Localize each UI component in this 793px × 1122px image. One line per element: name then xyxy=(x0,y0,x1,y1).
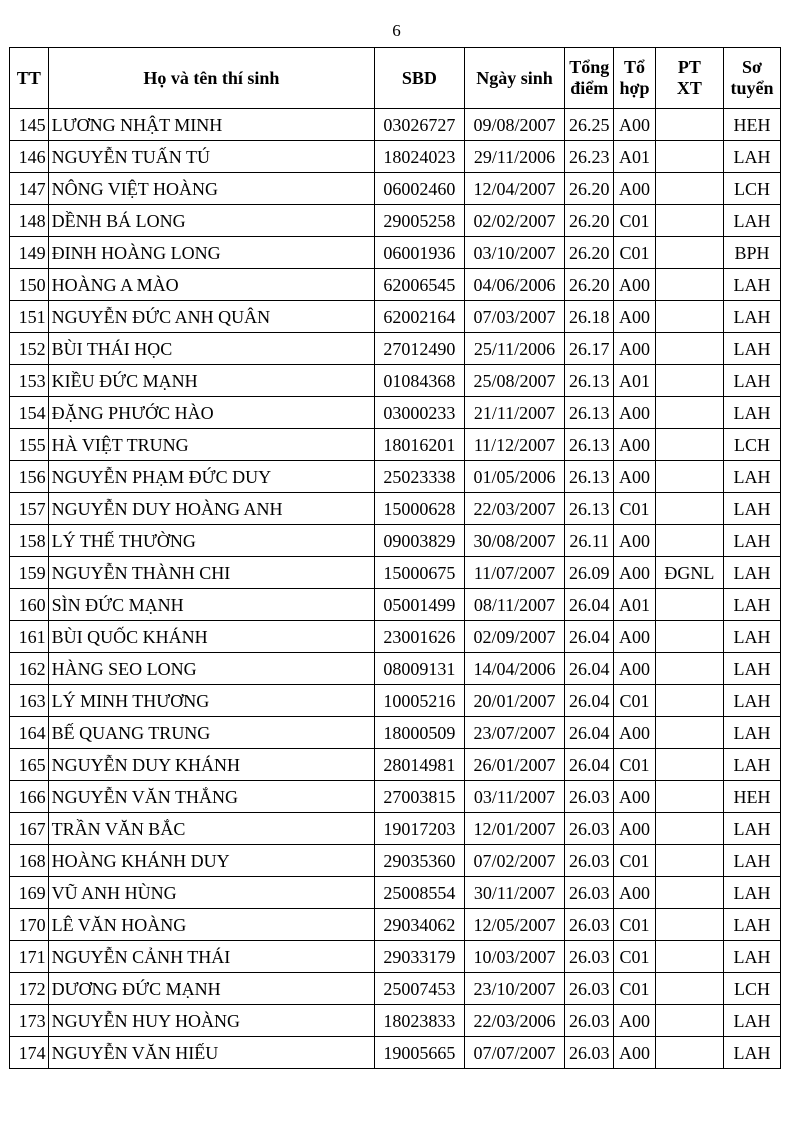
row-number: 159 xyxy=(10,557,49,589)
candidate-combo: A00 xyxy=(614,813,656,845)
candidate-preliminary: LAH xyxy=(723,685,780,717)
candidate-combo: A00 xyxy=(614,1037,656,1069)
candidate-combo: C01 xyxy=(614,237,656,269)
table-row xyxy=(10,109,781,141)
candidate-name: NGUYỄN ĐỨC ANH QUÂN xyxy=(48,301,375,333)
header-score-line1: Tổng xyxy=(569,57,610,77)
table-row xyxy=(10,429,781,461)
candidate-sbd: 18016201 xyxy=(375,429,465,461)
row-number: 153 xyxy=(10,365,49,397)
candidate-preliminary: HEH xyxy=(723,781,780,813)
candidate-pt-xt xyxy=(655,717,723,749)
candidate-pt-xt xyxy=(655,301,723,333)
table-row xyxy=(10,1005,781,1037)
table-row xyxy=(10,237,781,269)
candidate-pt-xt xyxy=(655,365,723,397)
candidate-score: 26.03 xyxy=(565,813,614,845)
table-row xyxy=(10,621,781,653)
candidate-sbd: 03000233 xyxy=(375,397,465,429)
candidate-score: 26.04 xyxy=(565,749,614,781)
candidate-combo: A00 xyxy=(614,1005,656,1037)
candidate-preliminary: LAH xyxy=(723,941,780,973)
header-sel xyxy=(723,48,780,109)
candidate-pt-xt xyxy=(655,461,723,493)
candidate-pt-xt xyxy=(655,173,723,205)
candidate-name: KIỀU ĐỨC MẠNH xyxy=(48,365,375,397)
candidate-name: NGUYỄN DUY HOÀNG ANH xyxy=(48,493,375,525)
candidate-pt-xt xyxy=(655,237,723,269)
candidate-dob: 11/07/2007 xyxy=(464,557,565,589)
candidate-preliminary: LAH xyxy=(723,717,780,749)
candidate-pt-xt xyxy=(655,493,723,525)
table-row xyxy=(10,333,781,365)
row-number: 169 xyxy=(10,877,49,909)
candidate-sbd: 08009131 xyxy=(375,653,465,685)
row-number: 166 xyxy=(10,781,49,813)
candidate-preliminary: LAH xyxy=(723,461,780,493)
candidate-dob: 23/10/2007 xyxy=(464,973,565,1005)
table-row xyxy=(10,813,781,845)
candidate-score: 26.18 xyxy=(565,301,614,333)
candidate-preliminary: LAH xyxy=(723,1005,780,1037)
candidate-score: 26.04 xyxy=(565,621,614,653)
candidate-score: 26.20 xyxy=(565,173,614,205)
header-name: Họ và tên thí sinh xyxy=(48,48,375,109)
table-row xyxy=(10,397,781,429)
candidate-name: BẾ QUANG TRUNG xyxy=(48,717,375,749)
candidate-sbd: 19017203 xyxy=(375,813,465,845)
candidate-dob: 07/03/2007 xyxy=(464,301,565,333)
row-number: 167 xyxy=(10,813,49,845)
table-row xyxy=(10,685,781,717)
candidate-dob: 14/04/2006 xyxy=(464,653,565,685)
candidate-preliminary: LAH xyxy=(723,845,780,877)
header-sbd: SBD xyxy=(375,48,465,109)
row-number: 146 xyxy=(10,141,49,173)
candidate-pt-xt xyxy=(655,109,723,141)
candidate-combo: A00 xyxy=(614,173,656,205)
header-tt: TT xyxy=(10,48,49,109)
row-number: 163 xyxy=(10,685,49,717)
row-number: 152 xyxy=(10,333,49,365)
candidate-pt-xt xyxy=(655,525,723,557)
candidate-dob: 25/11/2006 xyxy=(464,333,565,365)
candidate-dob: 30/11/2007 xyxy=(464,877,565,909)
candidate-name: LƯƠNG NHẬT MINH xyxy=(48,109,375,141)
row-number: 155 xyxy=(10,429,49,461)
candidate-combo: C01 xyxy=(614,685,656,717)
candidate-score: 26.03 xyxy=(565,781,614,813)
header-combo-line1: Tổ xyxy=(623,57,645,77)
candidate-pt-xt xyxy=(655,845,723,877)
candidate-sbd: 05001499 xyxy=(375,589,465,621)
table-row xyxy=(10,365,781,397)
candidate-dob: 20/01/2007 xyxy=(464,685,565,717)
candidate-pt-xt xyxy=(655,781,723,813)
table-row xyxy=(10,589,781,621)
candidate-dob: 23/07/2007 xyxy=(464,717,565,749)
candidate-name: NGUYỄN TUẤN TÚ xyxy=(48,141,375,173)
table-row xyxy=(10,909,781,941)
candidate-dob: 01/05/2006 xyxy=(464,461,565,493)
candidate-name: ĐẶNG PHƯỚC HÀO xyxy=(48,397,375,429)
candidate-preliminary: LAH xyxy=(723,525,780,557)
header-pt-line1: PT xyxy=(677,57,701,77)
candidate-sbd: 18023833 xyxy=(375,1005,465,1037)
candidate-combo: A00 xyxy=(614,653,656,685)
candidate-preliminary: LAH xyxy=(723,589,780,621)
candidate-combo: A00 xyxy=(614,429,656,461)
candidate-score: 26.04 xyxy=(565,589,614,621)
candidate-score: 26.04 xyxy=(565,685,614,717)
candidate-score: 26.13 xyxy=(565,365,614,397)
candidate-name: BÙI THÁI HỌC xyxy=(48,333,375,365)
candidate-preliminary: LAH xyxy=(723,205,780,237)
candidate-pt-xt xyxy=(655,269,723,301)
row-number: 173 xyxy=(10,1005,49,1037)
candidate-sbd: 06002460 xyxy=(375,173,465,205)
table-row xyxy=(10,973,781,1005)
candidate-name: BÙI QUỐC KHÁNH xyxy=(48,621,375,653)
candidate-dob: 02/09/2007 xyxy=(464,621,565,653)
table-row xyxy=(10,301,781,333)
candidate-name: NGUYỄN THÀNH CHI xyxy=(48,557,375,589)
candidate-dob: 12/05/2007 xyxy=(464,909,565,941)
candidate-sbd: 03026727 xyxy=(375,109,465,141)
candidate-combo: C01 xyxy=(614,845,656,877)
candidate-preliminary: LAH xyxy=(723,877,780,909)
candidate-pt-xt xyxy=(655,685,723,717)
candidate-combo: A00 xyxy=(614,525,656,557)
candidate-preliminary: LAH xyxy=(723,653,780,685)
candidate-preliminary: LAH xyxy=(723,1037,780,1069)
candidate-combo: C01 xyxy=(614,493,656,525)
candidate-combo: A00 xyxy=(614,717,656,749)
candidate-pt-xt xyxy=(655,397,723,429)
candidate-combo: A00 xyxy=(614,877,656,909)
row-number: 160 xyxy=(10,589,49,621)
candidate-preliminary: LAH xyxy=(723,269,780,301)
candidate-name: VŨ ANH HÙNG xyxy=(48,877,375,909)
candidate-name: NGUYỄN DUY KHÁNH xyxy=(48,749,375,781)
candidate-sbd: 27012490 xyxy=(375,333,465,365)
candidate-score: 26.11 xyxy=(565,525,614,557)
candidate-name: TRẦN VĂN BẮC xyxy=(48,813,375,845)
candidate-dob: 11/12/2007 xyxy=(464,429,565,461)
row-number: 148 xyxy=(10,205,49,237)
candidate-score: 26.03 xyxy=(565,877,614,909)
candidate-score: 26.17 xyxy=(565,333,614,365)
candidate-sbd: 25007453 xyxy=(375,973,465,1005)
candidate-dob: 08/11/2007 xyxy=(464,589,565,621)
row-number: 172 xyxy=(10,973,49,1005)
candidate-score: 26.20 xyxy=(565,237,614,269)
table-row xyxy=(10,653,781,685)
candidate-score: 26.13 xyxy=(565,397,614,429)
candidate-combo: C01 xyxy=(614,205,656,237)
candidate-sbd: 18000509 xyxy=(375,717,465,749)
candidate-sbd: 01084368 xyxy=(375,365,465,397)
candidate-score: 26.13 xyxy=(565,429,614,461)
candidate-preliminary: LAH xyxy=(723,333,780,365)
candidate-pt-xt xyxy=(655,429,723,461)
table-row xyxy=(10,173,781,205)
candidate-name: HÀNG SEO LONG xyxy=(48,653,375,685)
candidate-pt-xt xyxy=(655,141,723,173)
candidate-score: 26.03 xyxy=(565,1005,614,1037)
candidate-preliminary: BPH xyxy=(723,237,780,269)
candidate-sbd: 28014981 xyxy=(375,749,465,781)
row-number: 170 xyxy=(10,909,49,941)
candidate-dob: 29/11/2006 xyxy=(464,141,565,173)
candidate-combo: C01 xyxy=(614,909,656,941)
row-number: 165 xyxy=(10,749,49,781)
candidate-pt-xt xyxy=(655,653,723,685)
row-number: 150 xyxy=(10,269,49,301)
candidate-preliminary: LCH xyxy=(723,173,780,205)
candidate-preliminary: HEH xyxy=(723,109,780,141)
candidate-combo: A00 xyxy=(614,621,656,653)
candidate-name: NGUYỄN VĂN HIẾU xyxy=(48,1037,375,1069)
candidate-combo: A01 xyxy=(614,365,656,397)
candidate-pt-xt xyxy=(655,749,723,781)
candidate-sbd: 15000675 xyxy=(375,557,465,589)
candidate-score: 26.20 xyxy=(565,269,614,301)
row-number: 162 xyxy=(10,653,49,685)
row-number: 145 xyxy=(10,109,49,141)
candidate-preliminary: LCH xyxy=(723,429,780,461)
candidate-name: LÝ THẾ THƯỜNG xyxy=(48,525,375,557)
candidate-sbd: 06001936 xyxy=(375,237,465,269)
row-number: 168 xyxy=(10,845,49,877)
header-score-line2: điểm xyxy=(570,78,609,98)
candidate-dob: 07/07/2007 xyxy=(464,1037,565,1069)
header-sel-line2: tuyển xyxy=(730,78,774,98)
candidate-name: LÝ MINH THƯƠNG xyxy=(48,685,375,717)
candidate-combo: A01 xyxy=(614,589,656,621)
table-row xyxy=(10,845,781,877)
candidate-sbd: 29034062 xyxy=(375,909,465,941)
candidate-dob: 03/10/2007 xyxy=(464,237,565,269)
table-row xyxy=(10,781,781,813)
table-row xyxy=(10,941,781,973)
row-number: 157 xyxy=(10,493,49,525)
candidate-score: 26.13 xyxy=(565,493,614,525)
table-row xyxy=(10,141,781,173)
candidate-sbd: 29033179 xyxy=(375,941,465,973)
candidate-dob: 10/03/2007 xyxy=(464,941,565,973)
candidate-pt-xt xyxy=(655,333,723,365)
candidate-name: ĐINH HOÀNG LONG xyxy=(48,237,375,269)
candidate-preliminary: LAH xyxy=(723,493,780,525)
candidate-preliminary: LAH xyxy=(723,397,780,429)
candidate-preliminary: LAH xyxy=(723,557,780,589)
header-row xyxy=(10,48,781,109)
candidate-dob: 09/08/2007 xyxy=(464,109,565,141)
candidate-score: 26.13 xyxy=(565,461,614,493)
candidate-dob: 25/08/2007 xyxy=(464,365,565,397)
candidate-name: SÌN ĐỨC MẠNH xyxy=(48,589,375,621)
candidate-sbd: 27003815 xyxy=(375,781,465,813)
candidate-sbd: 10005216 xyxy=(375,685,465,717)
row-number: 158 xyxy=(10,525,49,557)
candidate-sbd: 09003829 xyxy=(375,525,465,557)
row-number: 151 xyxy=(10,301,49,333)
candidate-name: NGUYỄN CẢNH THÁI xyxy=(48,941,375,973)
candidate-sbd: 23001626 xyxy=(375,621,465,653)
candidate-combo: A01 xyxy=(614,141,656,173)
candidate-table xyxy=(9,47,781,1069)
candidate-dob: 12/01/2007 xyxy=(464,813,565,845)
candidate-score: 26.04 xyxy=(565,717,614,749)
candidate-sbd: 25023338 xyxy=(375,461,465,493)
candidate-pt-xt xyxy=(655,589,723,621)
candidate-pt-xt xyxy=(655,813,723,845)
table-row xyxy=(10,525,781,557)
candidate-score: 26.03 xyxy=(565,941,614,973)
candidate-name: NGUYỄN VĂN THẮNG xyxy=(48,781,375,813)
candidate-name: DỀNH BÁ LONG xyxy=(48,205,375,237)
candidate-preliminary: LAH xyxy=(723,749,780,781)
candidate-dob: 07/02/2007 xyxy=(464,845,565,877)
candidate-pt-xt: ĐGNL xyxy=(655,557,723,589)
candidate-name: LÊ VĂN HOÀNG xyxy=(48,909,375,941)
table-row xyxy=(10,269,781,301)
candidate-score: 26.03 xyxy=(565,909,614,941)
candidate-preliminary: LAH xyxy=(723,301,780,333)
candidate-dob: 21/11/2007 xyxy=(464,397,565,429)
candidate-name: HOÀNG KHÁNH DUY xyxy=(48,845,375,877)
candidate-dob: 22/03/2006 xyxy=(464,1005,565,1037)
candidate-combo: C01 xyxy=(614,749,656,781)
candidate-dob: 04/06/2006 xyxy=(464,269,565,301)
candidate-combo: A00 xyxy=(614,397,656,429)
candidate-score: 26.03 xyxy=(565,845,614,877)
header-sel-line1: Sơ xyxy=(742,57,762,77)
candidate-score: 26.04 xyxy=(565,653,614,685)
row-number: 149 xyxy=(10,237,49,269)
candidate-sbd: 19005665 xyxy=(375,1037,465,1069)
candidate-name: HÀ VIỆT TRUNG xyxy=(48,429,375,461)
row-number: 156 xyxy=(10,461,49,493)
candidate-pt-xt xyxy=(655,877,723,909)
table-row xyxy=(10,205,781,237)
candidate-preliminary: LCH xyxy=(723,973,780,1005)
candidate-sbd: 62006545 xyxy=(375,269,465,301)
table-row xyxy=(10,877,781,909)
candidate-dob: 02/02/2007 xyxy=(464,205,565,237)
candidate-score: 26.20 xyxy=(565,205,614,237)
candidate-combo: A00 xyxy=(614,333,656,365)
candidate-combo: A00 xyxy=(614,461,656,493)
candidate-dob: 12/04/2007 xyxy=(464,173,565,205)
candidate-sbd: 25008554 xyxy=(375,877,465,909)
candidate-pt-xt xyxy=(655,1037,723,1069)
candidate-score: 26.03 xyxy=(565,973,614,1005)
row-number: 171 xyxy=(10,941,49,973)
candidate-combo: A00 xyxy=(614,301,656,333)
candidate-dob: 30/08/2007 xyxy=(464,525,565,557)
candidate-score: 26.23 xyxy=(565,141,614,173)
header-pt-line2: XT xyxy=(676,78,702,98)
header-score xyxy=(565,48,614,109)
candidate-preliminary: LAH xyxy=(723,909,780,941)
candidate-pt-xt xyxy=(655,941,723,973)
candidate-dob: 03/11/2007 xyxy=(464,781,565,813)
candidate-sbd: 18024023 xyxy=(375,141,465,173)
table-row xyxy=(10,749,781,781)
candidate-sbd: 29005258 xyxy=(375,205,465,237)
candidate-name: NÔNG VIỆT HOÀNG xyxy=(48,173,375,205)
candidate-pt-xt xyxy=(655,621,723,653)
candidate-preliminary: LAH xyxy=(723,365,780,397)
header-combo xyxy=(614,48,656,109)
candidate-score: 26.03 xyxy=(565,1037,614,1069)
table-row xyxy=(10,461,781,493)
table-row xyxy=(10,557,781,589)
candidate-score: 26.09 xyxy=(565,557,614,589)
candidate-preliminary: LAH xyxy=(723,621,780,653)
candidate-sbd: 29035360 xyxy=(375,845,465,877)
candidate-combo: C01 xyxy=(614,941,656,973)
candidate-combo: A00 xyxy=(614,269,656,301)
candidate-pt-xt xyxy=(655,1005,723,1037)
header-pt xyxy=(655,48,723,109)
candidate-preliminary: LAH xyxy=(723,813,780,845)
candidate-score: 26.25 xyxy=(565,109,614,141)
page-number: 6 xyxy=(392,21,401,40)
candidate-sbd: 15000628 xyxy=(375,493,465,525)
candidate-combo: A00 xyxy=(614,557,656,589)
candidate-pt-xt xyxy=(655,205,723,237)
candidate-sbd: 62002164 xyxy=(375,301,465,333)
candidate-preliminary: LAH xyxy=(723,141,780,173)
candidate-name: DƯƠNG ĐỨC MẠNH xyxy=(48,973,375,1005)
candidate-pt-xt xyxy=(655,909,723,941)
table-row xyxy=(10,1037,781,1069)
row-number: 174 xyxy=(10,1037,49,1069)
header-combo-line2: hợp xyxy=(619,78,650,98)
header-dob: Ngày sinh xyxy=(464,48,565,109)
row-number: 164 xyxy=(10,717,49,749)
row-number: 154 xyxy=(10,397,49,429)
candidate-combo: A00 xyxy=(614,781,656,813)
row-number: 147 xyxy=(10,173,49,205)
table-row xyxy=(10,717,781,749)
candidate-pt-xt xyxy=(655,973,723,1005)
candidate-name: NGUYỄN PHẠM ĐỨC DUY xyxy=(48,461,375,493)
candidate-dob: 26/01/2007 xyxy=(464,749,565,781)
table-row xyxy=(10,493,781,525)
candidate-name: NGUYỄN HUY HOÀNG xyxy=(48,1005,375,1037)
row-number: 161 xyxy=(10,621,49,653)
table-body xyxy=(10,109,781,1069)
candidate-dob: 22/03/2007 xyxy=(464,493,565,525)
candidate-combo: A00 xyxy=(614,109,656,141)
candidate-combo: C01 xyxy=(614,973,656,1005)
candidate-name: HOÀNG A MÀO xyxy=(48,269,375,301)
